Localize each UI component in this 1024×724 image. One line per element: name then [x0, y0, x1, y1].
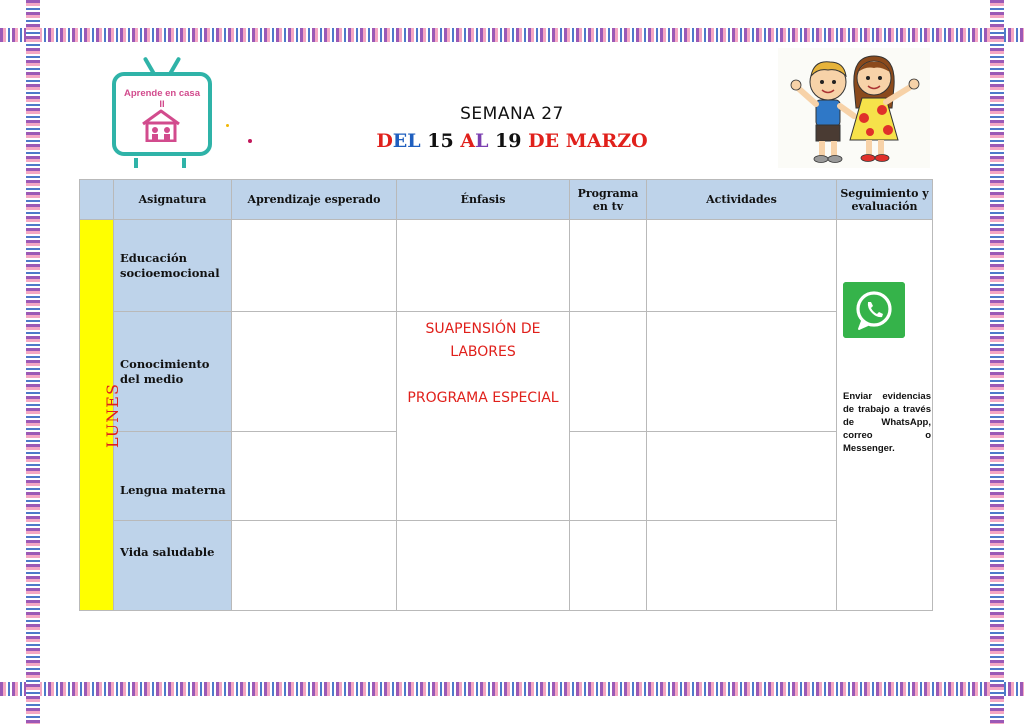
date-range: [340, 130, 684, 152]
subject-cell: Educación socioemocional: [114, 220, 232, 312]
expected-cell: [232, 432, 397, 521]
decorative-border-top: [0, 28, 1024, 42]
header-followup: Seguimiento y evaluación: [837, 180, 933, 220]
table-row: [80, 312, 933, 432]
tv-leg-icon: [134, 158, 138, 168]
decorative-dot: [248, 139, 252, 143]
header-blank-cell: [80, 180, 114, 220]
program-cell: [570, 432, 647, 521]
date-segment: DE: [528, 130, 560, 152]
activities-cell: [647, 220, 837, 312]
program-cell: [570, 220, 647, 312]
emphasis-cell: [397, 220, 570, 312]
expected-cell: [232, 220, 397, 312]
header-emphasis: Énfasis: [397, 180, 570, 220]
decorative-border-bottom: [0, 682, 1024, 696]
emphasis-notice-cell: [397, 312, 570, 521]
header-activities: Actividades: [647, 180, 837, 220]
tv-leg-icon: [182, 158, 186, 168]
tv-icon: [112, 72, 212, 156]
children-illustration: [778, 48, 930, 168]
decorative-dot: [226, 124, 229, 127]
header-subject: Asignatura: [114, 180, 232, 220]
header-tv-program: Programa en tv: [570, 180, 647, 220]
logo-text: Aprende en casa II: [123, 88, 201, 110]
header-expected-learning: Aprendizaje esperado: [232, 180, 397, 220]
decorative-border-left: [26, 0, 40, 724]
special-program-notice: PROGRAMA ESPECIAL: [407, 390, 559, 406]
decorative-border-right: [990, 0, 1004, 724]
expected-cell: [232, 521, 397, 611]
table-header-row: [80, 180, 933, 220]
date-segment: 15: [420, 130, 461, 152]
followup-text: Enviar evidencias de trabajo a través de WhatsApp, correo o Messenger.: [843, 391, 931, 454]
day-label: LUNES: [102, 382, 122, 448]
date-segment: MARZO: [565, 130, 648, 152]
subject-cell: Conocimiento del medio: [114, 312, 232, 432]
day-cell: [80, 220, 122, 611]
program-cell: [570, 312, 647, 432]
date-segment: [559, 130, 566, 152]
week-title: SEMANA 27: [460, 104, 564, 124]
subject-cell: Lengua materna: [114, 432, 232, 521]
date-segment: 19: [488, 130, 529, 152]
emphasis-cell: [397, 521, 570, 611]
table-row: [80, 521, 933, 611]
whatsapp-icon: [843, 282, 905, 338]
suspension-notice: SUAPENSIÓN DE LABORES: [425, 321, 541, 360]
followup-cell: [837, 220, 933, 611]
subject-cell: Vida saludable: [114, 521, 232, 611]
activities-cell: [647, 432, 837, 521]
schedule-table: [79, 179, 933, 611]
table-row: [80, 220, 933, 312]
expected-cell: [232, 312, 397, 432]
date-segment: DEL: [376, 130, 421, 152]
activities-cell: [647, 312, 837, 432]
aprende-en-casa-logo: [112, 70, 212, 160]
date-segment: AL: [460, 130, 489, 152]
activities-cell: [647, 521, 837, 611]
house-icon: [140, 108, 182, 142]
program-cell: [570, 521, 647, 611]
